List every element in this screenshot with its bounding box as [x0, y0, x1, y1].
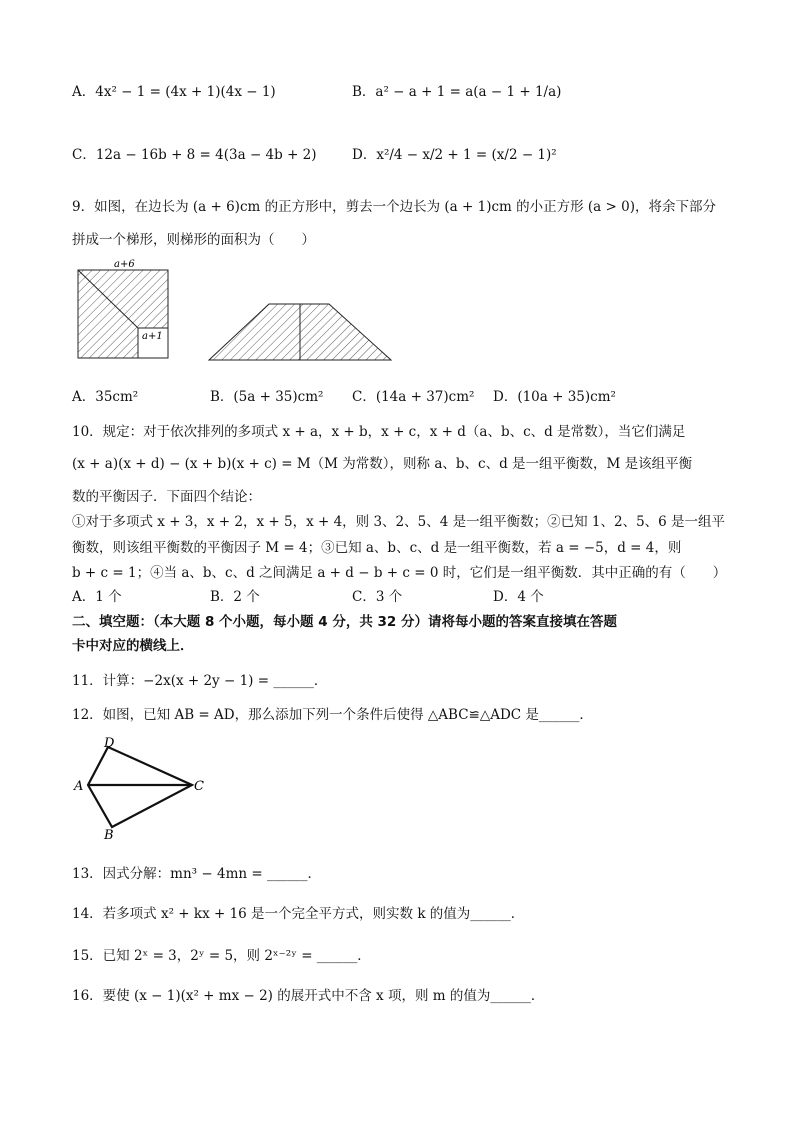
q11: 11．计算：−2x(x + 2y − 1) = ______．: [72, 673, 328, 689]
q9-trapezoid-figure: [205, 300, 395, 365]
q12-quadrilateral-figure: [72, 735, 212, 843]
q10-line6: b + c = 1；④当 a、b、c、d 之间满足 a + d − b + c = 0 时，它们是一组平衡数．其中正确的有（ ）: [72, 565, 727, 581]
section2-heading-line2: 卡中对应的横线上．: [72, 638, 194, 654]
q9-option-a: A．35cm²: [72, 389, 139, 405]
q9-option-c: C．(14a + 37)cm²: [352, 389, 475, 405]
q10-line1: 10．规定：对于依次排列的多项式 x + a，x + b，x + c，x + d（a、b、c、d 是常数），当它们满足: [72, 424, 686, 440]
q10-line3: 数的平衡因子．下面四个结论：: [72, 489, 261, 505]
q15: 15．已知 2ˣ = 3，2ʸ = 5，则 2ˣ⁻²ʸ = ______．: [72, 948, 371, 964]
q14: 14．若多项式 x² + kx + 16 是一个完全平方式，则实数 k 的值为______．: [72, 906, 525, 922]
q10-option-d: D．4 个: [493, 589, 544, 605]
vertex-label-c: C: [194, 779, 204, 794]
vertex-label-b: B: [104, 828, 114, 843]
vertex-label-d: D: [104, 736, 115, 751]
q9-option-d: D．(10a + 35)cm²: [493, 389, 616, 405]
q8-option-d: D．x²/4 − x/2 + 1 = (x/2 − 1)²: [352, 147, 557, 163]
q13: 13．因式分解：mn³ − 4mn = ______．: [72, 866, 321, 882]
q10-line5: 衡数，则该组平衡数的平衡因子 M = 4；③已知 a、b、c、d 是一组平衡数，若 a = −5，d = 4，则: [72, 540, 682, 556]
section2-heading-line1: 二、填空题：（本大题 8 个小题，每小题 4 分，共 32 分）请将每小题的答案直接填在答题: [72, 614, 618, 630]
q10-option-a: A．1 个: [72, 589, 122, 605]
q9-option-b: B．(5a + 35)cm²: [210, 389, 324, 405]
q12: 12．如图，已知 AB = AD，那么添加下列一个条件后使得 △ABC≌△ADC 是______．: [72, 707, 593, 723]
q10-option-b: B．2 个: [210, 589, 260, 605]
label-a-plus-1: a+1: [142, 331, 163, 342]
q8-option-a: A．4x² − 1 = (4x + 1)(4x − 1): [72, 84, 276, 100]
label-a-plus-6: a+6: [114, 259, 135, 270]
q9-stem-line2: 拼成一个梯形，则梯形的面积为（ ）: [72, 232, 315, 248]
q10-line2: (x + a)(x + d) − (x + b)(x + c) = M（M 为常数），则称 a、b、c、d 是一组平衡数，M 是该组平衡: [72, 456, 693, 472]
q9-stem-line1: 9．如图，在边长为 (a + 6)cm 的正方形中，剪去一个边长为 (a + 1)cm 的小正方形 (a > 0)，将余下部分: [72, 199, 716, 215]
q10-option-c: C．3 个: [352, 589, 403, 605]
q10-line4: ①对于多项式 x + 3，x + 2，x + 5，x + 4，则 3、2、5、4 是一组平衡数；②已知 1、2、5、6 是一组平: [72, 514, 726, 530]
q16: 16．要使 (x − 1)(x² + mx − 2) 的展开式中不含 x 项，则 m 的值为______．: [72, 988, 545, 1004]
q8-option-b: B．a² − a + 1 = a(a − 1 + 1/a): [352, 84, 562, 100]
q8-option-c: C．12a − 16b + 8 = 4(3a − 4b + 2): [72, 147, 317, 163]
vertex-label-a: A: [74, 779, 84, 794]
q9-square-figure: [70, 258, 180, 368]
